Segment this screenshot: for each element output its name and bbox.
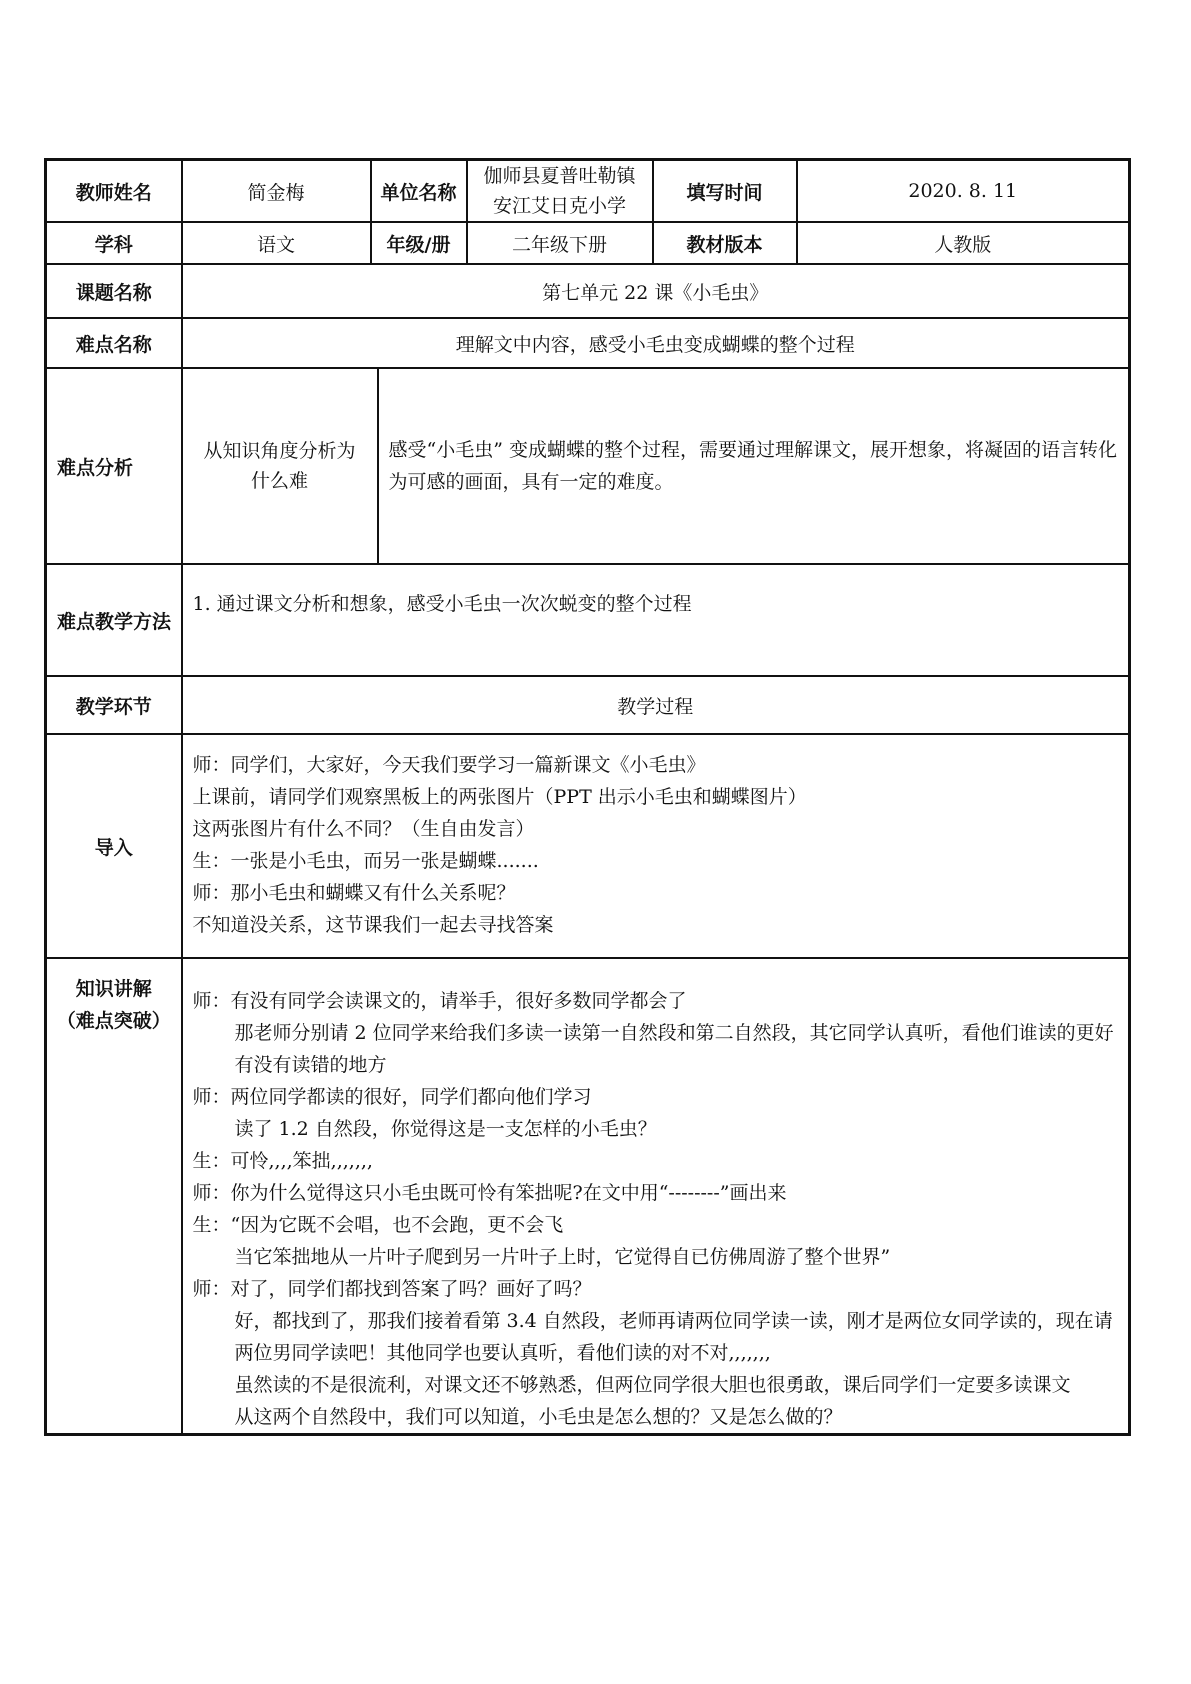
subject-value: 语文 bbox=[182, 222, 371, 264]
knowledge-line: 从这两个自然段中，我们可以知道，小毛虫是怎么想的？又是怎么做的？ bbox=[234, 1406, 843, 1428]
knowledge-line: 生：“因为它既不会唱，也不会跑，更不会飞 bbox=[192, 1214, 564, 1236]
analysis-sub-label-line1: 从知识角度分析为 bbox=[203, 440, 356, 462]
analysis-sub-label bbox=[183, 369, 378, 563]
row-topic bbox=[46, 264, 1130, 318]
knowledge-line: 师：两位同学都读的很好，同学们都向他们学习 bbox=[192, 1086, 592, 1108]
knowledge-label-line1: 知识讲解 bbox=[75, 978, 152, 1000]
method-label: 难点教学方法 bbox=[46, 564, 182, 676]
knowledge-content bbox=[182, 958, 1130, 1435]
edition-value: 人教版 bbox=[797, 222, 1130, 264]
lesson-plan-table bbox=[44, 158, 1131, 1436]
grade-label: 年级/册 bbox=[371, 222, 467, 264]
intro-line: 这两张图片有什么不同？（生自由发言） bbox=[192, 818, 535, 840]
lesson-plan-sheet bbox=[44, 158, 1128, 1436]
knowledge-label-line2: （难点突破） bbox=[56, 1010, 171, 1032]
knowledge-line: 读了 1.2 自然段，你觉得这是一支怎样的小毛虫？ bbox=[234, 1118, 657, 1140]
grade-value: 二年级下册 bbox=[467, 222, 653, 264]
teacher-name-value: 简金梅 bbox=[182, 160, 371, 223]
intro-line: 生：一张是小毛虫，而另一张是蝴蝶....... bbox=[192, 850, 539, 872]
unit-name-line2: 安江艾日克小学 bbox=[492, 195, 626, 217]
process-value: 教学过程 bbox=[182, 676, 1130, 734]
row-intro bbox=[46, 734, 1130, 958]
intro-content bbox=[182, 734, 1130, 958]
intro-line: 师：同学们，大家好，今天我们要学习一篇新课文《小毛虫》 bbox=[192, 754, 706, 776]
row-difficulty bbox=[46, 318, 1130, 368]
knowledge-line: 那老师分别请 2 位同学来给我们多读一读第一自然段和第二自然段，其它同学认真听，看他们谁读的更好有没有读错的地方 bbox=[234, 1022, 1114, 1076]
row-subject-info bbox=[46, 222, 1130, 264]
row-basic-info bbox=[46, 160, 1130, 223]
knowledge-line: 师：你为什么觉得这只小毛虫既可怜有笨拙呢?在文中用“--------”画出来 bbox=[192, 1182, 787, 1204]
knowledge-line: 虽然读的不是很流利，对课文还不够熟悉，但两位同学很大胆也很勇敢，课后同学们一定要多读课文 bbox=[234, 1374, 1071, 1396]
row-process-header bbox=[46, 676, 1130, 734]
unit-name-line1: 伽师县夏普吐勒镇 bbox=[483, 165, 636, 187]
knowledge-label bbox=[46, 958, 182, 1435]
unit-name-value bbox=[467, 160, 653, 223]
intro-line: 师：那小毛虫和蝴蝶又有什么关系呢？ bbox=[192, 882, 516, 904]
intro-line: 上课前，请同学们观察黑板上的两张图片（PPT 出示小毛虫和蝴蝶图片） bbox=[192, 786, 807, 808]
row-analysis bbox=[46, 368, 1130, 564]
edition-label: 教材版本 bbox=[653, 222, 797, 264]
topic-value: 第七单元 22 课《小毛虫》 bbox=[182, 264, 1130, 318]
teacher-name-label: 教师姓名 bbox=[46, 160, 182, 223]
fill-date-value: 2020. 8. 11 bbox=[797, 160, 1130, 223]
intro-label: 导入 bbox=[46, 734, 182, 958]
knowledge-line: 当它笨拙地从一片叶子爬到另一片叶子上时，它觉得自已仿佛周游了整个世界” bbox=[234, 1246, 891, 1268]
process-step-label: 教学环节 bbox=[46, 676, 182, 734]
method-text: 1. 通过课文分析和想象，感受小毛虫一次次蜕变的整个过程 bbox=[182, 564, 1130, 676]
row-knowledge bbox=[46, 958, 1130, 1435]
subject-label: 学科 bbox=[46, 222, 182, 264]
fill-date-label: 填写时间 bbox=[653, 160, 797, 223]
analysis-label: 难点分析 bbox=[46, 368, 182, 564]
intro-line: 不知道没关系，这节课我们一起去寻找答案 bbox=[192, 914, 554, 936]
difficulty-label: 难点名称 bbox=[46, 318, 182, 368]
knowledge-line: 生：可怜,,,,笨拙,,,,,,, bbox=[192, 1150, 373, 1172]
knowledge-line: 好，都找到了，那我们接着看第 3.4 自然段，老师再请两位同学读一读，刚才是两位女同学读的，现在请两位男同学读吧！其他同学也要认真听，看他们读的对不对,,,,,,, bbox=[234, 1310, 1113, 1364]
analysis-text: 感受“小毛虫” 变成蝴蝶的整个过程，需要通过理解课文，展开想象，将凝固的语言转化为可感的画面，具有一定的难度。 bbox=[388, 439, 1117, 493]
topic-label: 课题名称 bbox=[46, 264, 182, 318]
row-method bbox=[46, 564, 1130, 676]
difficulty-value: 理解文中内容，感受小毛虫变成蝴蝶的整个过程 bbox=[182, 318, 1130, 368]
knowledge-spacer bbox=[193, 963, 1119, 985]
analysis-sub-label-line2: 什么难 bbox=[250, 470, 308, 492]
knowledge-line: 师：对了，同学们都找到答案了吗？画好了吗？ bbox=[192, 1278, 592, 1300]
knowledge-line: 师：有没有同学会读课文的，请举手，很好多数同学都会了 bbox=[192, 990, 687, 1012]
unit-name-label: 单位名称 bbox=[371, 160, 467, 223]
